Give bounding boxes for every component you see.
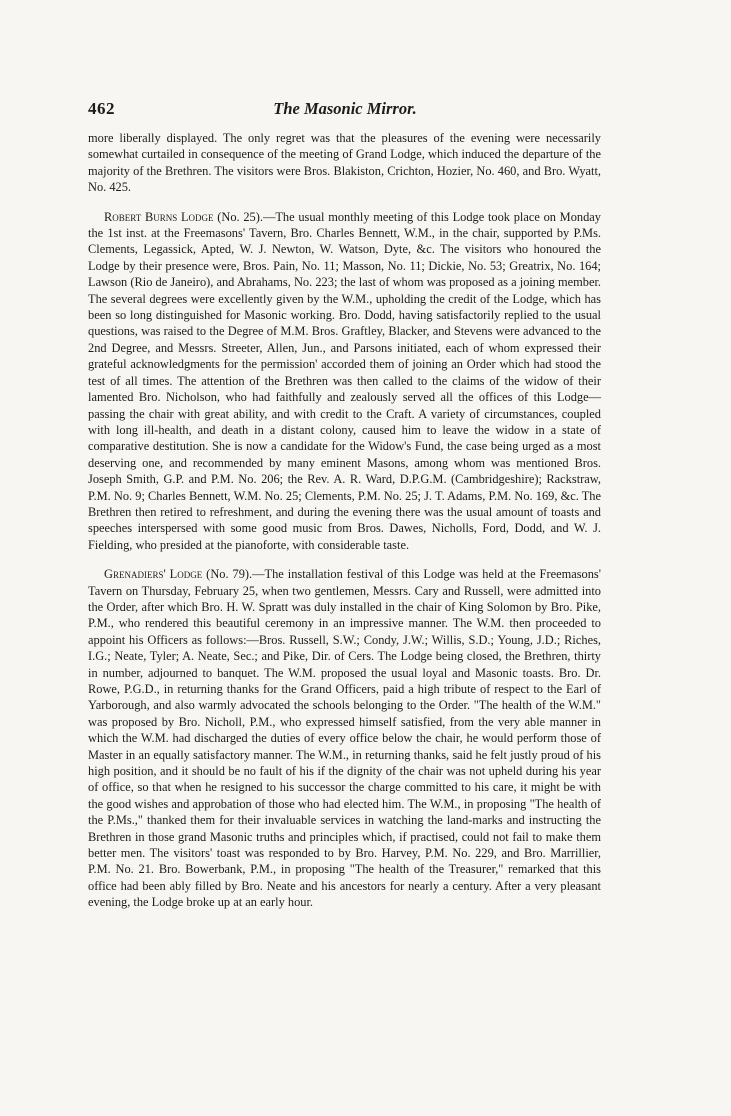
paragraph-text: (No. 79).—The installation festival of this Lodge was held at the Freemasons' Tavern on Thursday, February 25, when two gentlemen, Messrs. Cary and Russell, were admitted into the Order, after which Bro. H. W. Spratt was duly installed in the chair of King Solomon by Bro. Pike, P.M., who rendered this beautiful ceremony in an impressive manner. The W.M. then proceeded to appoint his Officers as follows:—Bros. Russell, S.W.; Condy, J.W.; Willis, S.D.; Young, J.D.; Riches, I.G.; Neate, Tyler; A. Neate, Sec.; and Pike, Dir. of Cers. The Lodge being closed, the Brethren, thirty in number, adjourned to banquet. The W.M. proposed the usual loyal and Masonic toasts. Bro. Dr. Rowe, P.G.D., in returning thanks for the Grand Officers, paid a high tribute of respect to the Earl of Yarborough, and also warmly advocated the schools belonging to the Order. "The health of the W.M." was proposed by Bro. Nicholl, P.M., who expressed himself satisfied, from the very able manner in which the W.M. had discharged the duties of every office below the chair, he would perform those of Master in an equally satisfactory manner. The W.M., in returning thanks, said he felt justly proud of his high position, and it should be no fault of his if the dignity of the chair was not upheld during his year of office, so that when he resigned to his successor the charge committed to his care, it might be with the good wishes and approbation of those who had elected him. The W.M., in proposing "The health of the P.Ms.," thanked them for their invaluable services in watching the land-marks and instructing the Brethren in those grand Masonic truths and principles which, if practised, could not fail to make them better men. The visitors' toast was responded to by Bro. Harvey, P.M. No. 229, and Bro. Marrillier, P.M. No. 21. Bro. Bowerbank, P.M., in proposing "The health of the Treasurer," remarked that this office had been ably filled by Bro. Neate and his ancestors for nearly a century. After a very pleasant evening, the Lodge broke up at an early hour. [88, 567, 601, 910]
paragraph-text: (No. 25).—The usual monthly meeting of this Lodge took place on Monday the 1st inst. at the Freemasons' Tavern, Bro. Charles Bennett, W.M., in the chair, supported by P.Ms. Clements, Legassick, Apted, W. J. Newton, W. Watson, Dyte, &c. The visitors who honoured the Lodge by their presence were, Bros. Pain, No. 11; Masson, No. 11; Dickie, No. 53; Greatrix, No. 164; Lawson (Rio de Janeiro), and Abrahams, No. 223; the last of whom was proposed as a joining member. The several degrees were excellently given by the W.M., upholding the credit of the Lodge, which has been so long distinguished for Masonic working. Bro. Dodd, having satisfactorily replied to the usual questions, was raised to the Degree of M.M. Bros. Graftley, Blacker, and Stevens were advanced to the 2nd Degree, and Messrs. Streeter, Allen, Jun., and Parsons initiated, each of whom expressed their grateful acknowledgments for the permission' accorded them of joining an Order which had stood the test of all times. The attention of the Brethren was then called to the claims of the widow of their lamented Bro. Nicholson, who had faithfully and zealously served all the offices of this Lodge—passing the chair with great ability, and with credit to the Craft. A variety of circumstances, coupled with long ill-health, and death in a distant colony, caused him to leave the widow in a state of comparative destitution. She is now a candidate for the Widow's Fund, the case being urged as a most deserving one, and recommended by many eminent Masons, among whom was mentioned Bros. Joseph Smith, G.P. and P.M. No. 206; the Rev. A. R. Ward, D.P.G.M. (Cambridgeshire); Rackstraw, P.M. No. 9; Charles Bennett, W.M. No. 25; Clements, P.M. No. 25; J. T. Adams, P.M. No. 169, &c. The Brethren then retired to refreshment, and during the evening there was the usual amount of toasts and speeches interspersed with some good music from Bros. Dawes, Nicholls, Ford, Dodd, and W. J. Fielding, who presided at the pianoforte, with considerable taste. [88, 209, 601, 552]
paragraph-robert-burns-lodge [88, 209, 601, 554]
running-title: The Masonic Mirror. [273, 99, 417, 118]
article-body [88, 130, 601, 911]
running-header [88, 99, 602, 121]
paragraph-text: more liberally displayed. The only regret was that the pleasures of the evening were necessarily somewhat curtailed in consequence of the meeting of Grand Lodge, which induced the departure of the majority of the Brethren. The visitors were Bros. Blakiston, Crichton, Hozier, No. 460, and Bro. Wyatt, No. 425. [88, 131, 601, 195]
lodge-name: Robert Burns Lodge [104, 209, 214, 224]
page-number: 462 [88, 99, 115, 118]
lodge-name: Grenadiers' Lodge [104, 567, 203, 582]
paragraph-continuation [88, 130, 601, 196]
paragraph-grenadiers-lodge [88, 566, 601, 911]
